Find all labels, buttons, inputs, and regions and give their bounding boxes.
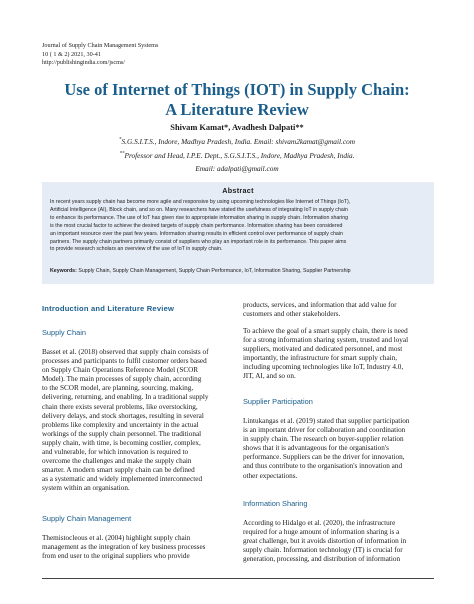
text-line: Model). The main processes of supply chain, according [42,375,202,384]
affiliation-2-text: Professor and Head, I.P.E. Dept., S.G.S.I.T.S., Indore, Madhya Pradesh, India. [124,151,355,160]
abstract-line: partners. The supply chain partners primarily consist of suppliers who play an important role in its performance. This paper aims [50,238,347,245]
text-line: Lintukangas et al. (2019) stated that supplier participation [243,417,410,425]
paragraph-scm [42,534,205,561]
paper-title-line-1: Use of Internet of Things (IOT) in Supply Chain: [64,80,410,99]
abstract-line: to provide research scholars an overview of the use of IoT in supply chain. [50,246,223,253]
text-line: delivering, returning, and enabling. In a traditional supply [42,393,209,402]
subheading-supply-chain-management: Supply Chain Management [42,514,132,523]
text-line: importantly, the infrastructure for smart supply chain, [243,354,398,363]
text-line: JIT, AI, and so on. [243,372,296,381]
journal-header [42,42,158,68]
text-line: supply chain, with time, is becoming costlier, complex, [42,438,201,447]
text-line: on Supply Chain Operations Reference Model (SCOR [42,366,199,375]
text-line: shows that it is advantageous for the organisation's [243,444,389,453]
text-line: delivery delays, and stock shortages, resulting in several [42,411,204,420]
affiliation-2-mark: ** [119,151,125,157]
affiliation-2 [0,151,474,160]
text-line: Themistocleous et al. (2004) highlight supply chain [42,534,191,542]
text-line: supply chain. Information technology (IT) is crucial for [243,546,403,555]
text-line: According to Hidalgo et al. (2020), the infrastructure [243,519,396,527]
subheading-information-sharing: Information Sharing [243,499,308,508]
keywords [50,268,428,274]
affiliation-2-email: Email: adalpati@gmail.com [195,164,279,173]
paragraph-information-sharing [243,519,406,564]
keywords-list: Supply Chain, Supply Chain Management, Supply Chain Performance, IoT, Information Sharing, Supplier Partnership [78,268,351,274]
paper-title-line-2: A Literature Review [165,100,309,119]
subheading-supplier-participation: Supplier Participation [243,397,313,406]
text-line: overcome the challenges and make the supply chain [42,457,192,466]
text-line: chain there exists several problems, like overstocking, [42,402,198,411]
journal-url[interactable]: http://publishingindia.com/jscms/ [42,59,126,67]
text-line: other expectations. [243,471,298,480]
text-line: required for a huge amount of information sharing is a [243,528,400,537]
text-line: is an important driver for collaboration and coordination [243,426,406,435]
text-line: for a strong information sharing system, trusted and loyal [243,336,409,345]
text-line: as a systematic and widely implemented interconnected [42,475,203,484]
text-line: including upcoming technologies like IoT, Industry 4.0, [243,363,404,372]
affiliation-1-text: S.G.S.I.T.S., Indore, Madhya Pradesh, India. Email: shivam2kamat@gmail.com [121,137,355,146]
paragraph-supplier-participation [243,417,409,481]
text-line: products, services, and information that add value for [243,301,397,309]
abstract-line: Artificial Intelligence (AI), Block chain, and so on. Many researchers have stated the usefulness of integrating IoT in supply chain [50,206,348,213]
keywords-label: Keywords: [50,268,77,274]
affiliation-1-mark: * [119,137,122,143]
paragraph-right-continuation [243,301,397,319]
text-line: performance. Suppliers can be the driver for innovation, [243,453,405,462]
abstract-box [42,182,434,284]
text-line: To achieve the goal of a smart supply chain, there is need [243,327,408,335]
affiliation-1 [0,137,474,146]
text-line: processes and participants to fulfil customer orders based [42,357,207,366]
text-line: from end user to the original suppliers who provide [42,552,190,561]
text-line: and vulnerable, for which innovation is required to [42,448,189,457]
abstract-line: to enhance its performance. The use of IoT has given rise to appropriate information sharing in supply chain. Information sharing [50,214,349,221]
text-line: to the SCOR model, are planning, sourcing, making, [42,384,194,393]
text-line: great challenge, but it avoids distortion of information in [243,537,407,546]
journal-issue: 10 ( 1 & 2) 2021, 30-41 [42,50,101,58]
text-line: workings of the supply chain personnel. The traditional [42,429,202,438]
text-line: and thus contribute to the organisation's innovation and [243,462,403,471]
abstract-line: an important resource over the past few years. Information sharing results in efficient control over performance of supply chain [50,230,343,237]
abstract-line: In recent years supply chain has become more agile and responsive by using upcoming technologies like Internet of Things (IoT), [50,199,351,205]
text-line: management as the integration of key business processes [42,543,206,552]
text-line: system within an organisation. [42,484,130,493]
text-line: smarter. A modern smart supply chain can be defined [42,466,195,475]
paragraph-smart-supply-chain [243,327,408,382]
subheading-supply-chain: Supply Chain [42,328,86,337]
paper-title [0,80,474,120]
abstract-line: is the most crucial factor to achieve the desired targets of supply chain performance. Information sharing has been considered [50,222,343,229]
journal-name: Journal of Supply Chain Management Systems [42,42,159,49]
abstract-heading: Abstract [222,186,254,195]
text-line: problems like complexity and uncertainty in the actual [42,420,199,429]
author-list: Shivam Kamat*, Avadhesh Dalpati** [170,123,304,132]
text-line: customers and other stakeholders. [243,310,341,319]
section-heading-introduction: Introduction and Literature Review [42,304,175,313]
page-bottom-rule [42,578,434,579]
paragraph-supply-chain [42,348,208,494]
text-line: generation, processing, and distribution of information [243,555,401,564]
text-line: in supply chain. The research on buyer-supplier relation [243,435,404,444]
text-line: suppliers, motivated and dedicated personnel, and most [243,345,403,354]
abstract-text [50,199,428,254]
text-line: Basset et al. (2018) observed that supply chain consists of [42,348,209,356]
